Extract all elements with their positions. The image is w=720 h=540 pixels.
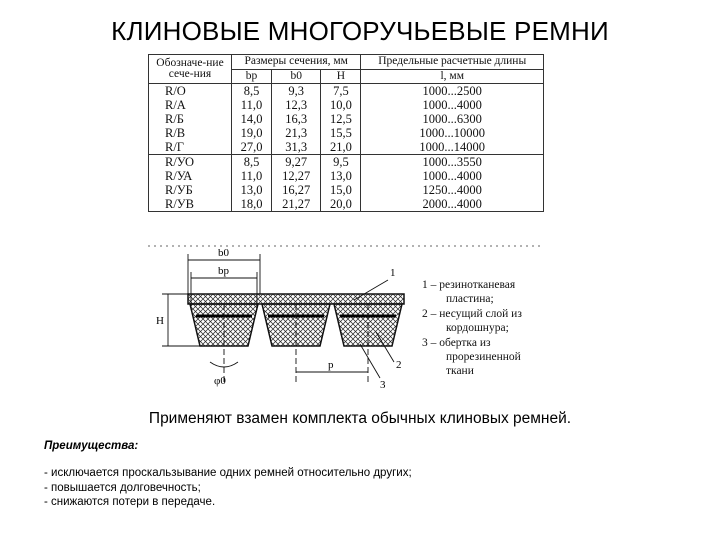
cell-b0: 9,3 (272, 84, 321, 99)
header-length-unit: l, мм (361, 69, 544, 84)
table-row (149, 112, 544, 126)
cell-length: 1000...4000 (361, 169, 544, 183)
header-h: H (321, 69, 361, 84)
cell-bp: 18,0 (232, 197, 272, 212)
cell-b0: 31,3 (272, 140, 321, 155)
cell-h: 12,5 (321, 112, 361, 126)
advantages-list (44, 466, 412, 510)
cell-h: 15,5 (321, 126, 361, 140)
advantage-item: - снижаются потери в передаче. (44, 496, 216, 508)
cell-b0: 21,27 (272, 197, 321, 212)
cell-b0: 12,3 (272, 98, 321, 112)
cell-code: R/B (149, 126, 232, 140)
header-b0: b0 (272, 69, 321, 84)
label-2: 2 (396, 359, 402, 371)
header-length: Предельные расчетные длины (361, 55, 544, 70)
belt-cross-section-diagram (148, 244, 544, 392)
advantage-item: - исключается проскальзывание одних ремней относительно других; (44, 467, 412, 479)
legend-line-6: прорезиненной (446, 351, 521, 363)
cell-bp: 19,0 (232, 126, 272, 140)
cell-bp: 8,5 (232, 155, 272, 170)
legend (422, 279, 522, 377)
label-1: 1 (390, 267, 396, 279)
cell-b0: 12,27 (272, 169, 321, 183)
cell-h: 15,0 (321, 183, 361, 197)
cell-h: 9,5 (321, 155, 361, 170)
table-body (149, 84, 544, 212)
cell-length: 1000...6300 (361, 112, 544, 126)
cell-bp: 8,5 (232, 84, 272, 99)
cell-b0: 16,27 (272, 183, 321, 197)
cell-b0: 9,27 (272, 155, 321, 170)
cell-h: 13,0 (321, 169, 361, 183)
cell-h: 20,0 (321, 197, 361, 212)
cell-length: 2000...4000 (361, 197, 544, 212)
table-row (149, 84, 544, 99)
usage-note: Применяют взамен комплекта обычных клиновых ремней. (148, 410, 572, 427)
cell-h: 10,0 (321, 98, 361, 112)
cell-length: 1000...3550 (361, 155, 544, 170)
header-bp: bр (232, 69, 272, 84)
legend-line-3: 2 – несущий слой из (422, 308, 522, 320)
belt-sizes-table-container (148, 54, 544, 240)
cell-length: 1250...4000 (361, 183, 544, 197)
belt-sizes-table (148, 54, 544, 212)
cell-code: R/УВ (149, 197, 232, 212)
cell-bp: 14,0 (232, 112, 272, 126)
label-bp: bp (218, 265, 229, 277)
advantages-heading: Преимущества: (44, 440, 139, 452)
label-h: H (156, 315, 164, 327)
legend-line-4: кордошнура; (446, 322, 509, 334)
cell-b0: 16,3 (272, 112, 321, 126)
legend-line-1: 1 – резинотканевая (422, 279, 516, 291)
cell-length: 1000...14000 (361, 140, 544, 155)
header-sizes: Размеры сечения, мм (232, 55, 361, 70)
cell-b0: 21,3 (272, 126, 321, 140)
advantage-item: - повышается долговечность; (44, 481, 201, 494)
legend-line-7: ткани (446, 365, 474, 377)
legend-line-2: пластина; (446, 293, 494, 305)
cell-length: 1000...2500 (361, 84, 544, 99)
cell-h: 7,5 (321, 84, 361, 99)
table-row (149, 126, 544, 140)
label-b0: b0 (218, 247, 229, 259)
label-phi: φ0 (214, 375, 226, 387)
cell-code: R/УА (149, 169, 232, 183)
cell-code: R/УО (149, 155, 232, 170)
table-row (149, 183, 544, 197)
cell-length: 1000...4000 (361, 98, 544, 112)
cell-h: 21,0 (321, 140, 361, 155)
cell-length: 1000...10000 (361, 126, 544, 140)
cell-code: R/УБ (149, 183, 232, 197)
table-row (149, 98, 544, 112)
page-title: КЛИНОВЫЕ МНОГОРУЧЬЕВЫЕ РЕМНИ (111, 16, 609, 46)
table-row (149, 197, 544, 212)
table-row (149, 155, 544, 170)
cell-bp: 13,0 (232, 183, 272, 197)
table-row (149, 169, 544, 183)
cell-bp: 11,0 (232, 98, 272, 112)
cell-code: R/O (149, 84, 232, 99)
cell-code: R/Б (149, 112, 232, 126)
cell-code: R/Г (149, 140, 232, 155)
cell-bp: 11,0 (232, 169, 272, 183)
legend-line-5: 3 – обертка из (422, 337, 491, 349)
table-row (149, 140, 544, 155)
label-p: p (328, 359, 334, 371)
label-3: 3 (380, 379, 386, 391)
header-designation: Обозначе-ние сече-ния (149, 55, 232, 84)
cell-code: R/A (149, 98, 232, 112)
cell-bp: 27,0 (232, 140, 272, 155)
rubber-fabric-plate (188, 294, 404, 304)
